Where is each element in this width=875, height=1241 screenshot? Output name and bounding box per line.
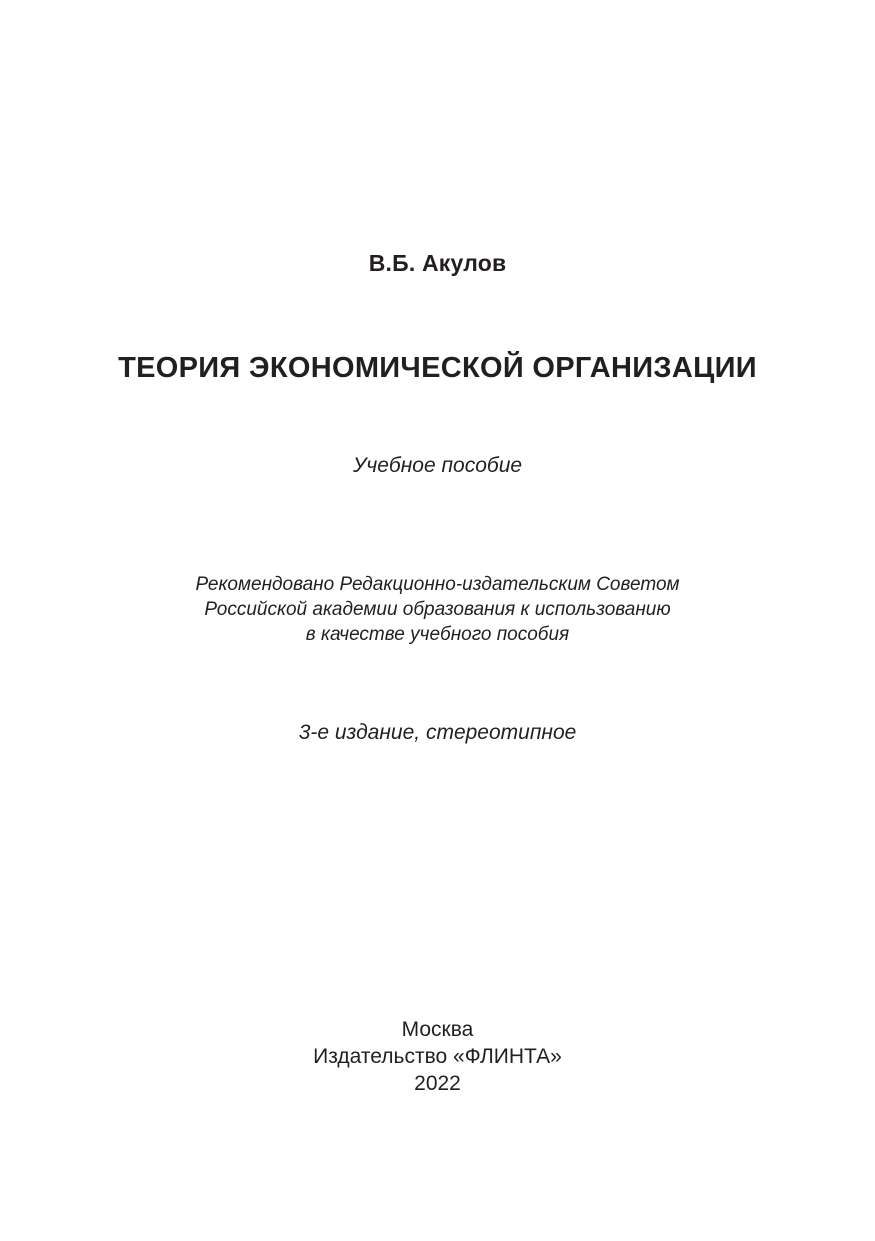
- recommendation-line: в качестве учебного пособия: [305, 624, 570, 645]
- recommendation-line: Рекомендовано Редакционно-издательским Советом: [195, 574, 680, 595]
- imprint-city: Москва: [401, 1018, 474, 1041]
- imprint-publisher: Издательство «ФЛИНТА»: [313, 1045, 562, 1068]
- author-name: В.Б. Акулов: [368, 250, 507, 276]
- recommendation-line: Российской академии образования к использованию: [204, 599, 671, 620]
- edition-note: 3-е издание, стереотипное: [298, 721, 577, 744]
- book-type: Учебное пособие: [352, 454, 523, 477]
- book-title: ТЕОРИЯ ЭКОНОМИЧЕСКОЙ ОРГАНИЗАЦИИ: [118, 352, 757, 384]
- imprint: [0, 1016, 875, 1097]
- imprint-year: 2022: [414, 1072, 461, 1095]
- recommendation-note: [0, 572, 875, 647]
